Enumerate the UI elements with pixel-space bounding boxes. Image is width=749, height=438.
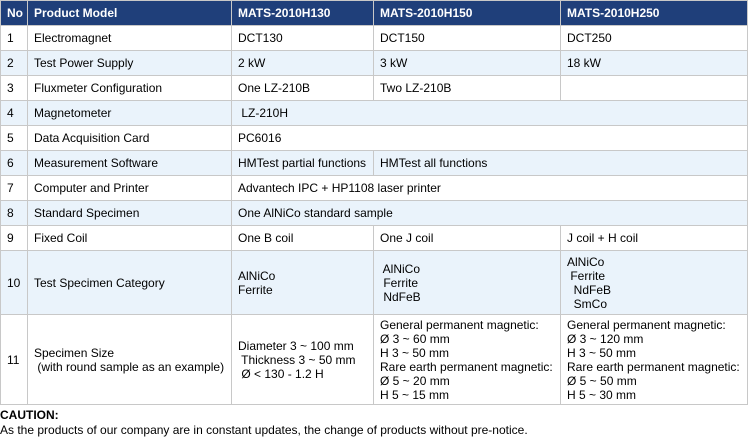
header-product-model: Product Model xyxy=(28,1,232,26)
cell-all-models: LZ-210H xyxy=(232,101,748,126)
table-row xyxy=(1,51,748,76)
row-item: Data Acquisition Card xyxy=(28,126,232,151)
cell-h130: One LZ-210B xyxy=(232,76,374,101)
table-row xyxy=(1,201,748,226)
cell-h150: General permanent magnetic: Ø 3 ~ 60 mm H 3 ~ 50 mm Rare earth permanent magnetic: Ø 5 ~ 20 mm H 5 ~ 15 mm xyxy=(374,315,561,405)
row-number: 10 xyxy=(1,251,28,315)
caution-title: CAUTION: xyxy=(0,408,59,422)
table-row xyxy=(1,26,748,51)
caution-note xyxy=(0,408,528,438)
cell-h250: DCT250 xyxy=(561,26,748,51)
row-number: 5 xyxy=(1,126,28,151)
row-item: Test Specimen Category xyxy=(28,251,232,315)
row-item: Test Power Supply xyxy=(28,51,232,76)
cell-h150: 3 kW xyxy=(374,51,561,76)
cell-h250: AlNiCo Ferrite NdFeB SmCo xyxy=(561,251,748,315)
header-no: No xyxy=(1,1,28,26)
row-number: 9 xyxy=(1,226,28,251)
cell-h150: Two LZ-210B xyxy=(374,76,561,101)
cell-h150-h250: HMTest all functions xyxy=(374,151,748,176)
cell-h130: AlNiCo Ferrite xyxy=(232,251,374,315)
row-item: Specimen Size (with round sample as an example) xyxy=(28,315,232,405)
table-row xyxy=(1,315,748,405)
header-mats-2010h130: MATS-2010H130 xyxy=(232,1,374,26)
cell-all-models: PC6016 xyxy=(232,126,748,151)
row-number: 6 xyxy=(1,151,28,176)
cell-h130: 2 kW xyxy=(232,51,374,76)
cell-all-models: One AlNiCo standard sample xyxy=(232,201,748,226)
row-number: 3 xyxy=(1,76,28,101)
header-mats-2010h250: MATS-2010H250 xyxy=(561,1,748,26)
header-mats-2010h150: MATS-2010H150 xyxy=(374,1,561,26)
row-item: Fluxmeter Configuration xyxy=(28,76,232,101)
row-number: 8 xyxy=(1,201,28,226)
cell-h250: General permanent magnetic: Ø 3 ~ 120 mm H 3 ~ 50 mm Rare earth permanent magnetic: Ø 5 ~ 50 mm H 5 ~ 30 mm xyxy=(561,315,748,405)
table-row xyxy=(1,101,748,126)
row-item: Fixed Coil xyxy=(28,226,232,251)
cell-h150: AlNiCo Ferrite NdFeB xyxy=(374,251,561,315)
row-item: Measurement Software xyxy=(28,151,232,176)
cell-h150: DCT150 xyxy=(374,26,561,51)
row-item: Electromagnet xyxy=(28,26,232,51)
table-row xyxy=(1,151,748,176)
caution-text: As the products of our company are in constant updates, the change of products without pre-notice. xyxy=(0,423,528,437)
row-item: Standard Specimen xyxy=(28,201,232,226)
row-number: 4 xyxy=(1,101,28,126)
cell-h130: DCT130 xyxy=(232,26,374,51)
table-header-row xyxy=(1,1,748,26)
cell-h130: HMTest partial functions xyxy=(232,151,374,176)
table-row xyxy=(1,176,748,201)
cell-h130: Diameter 3 ~ 100 mm Thickness 3 ~ 50 mm Ø < 130 - 1.2 H xyxy=(232,315,374,405)
table-row xyxy=(1,126,748,151)
cell-h250 xyxy=(561,76,748,101)
cell-h250: J coil + H coil xyxy=(561,226,748,251)
cell-h250: 18 kW xyxy=(561,51,748,76)
table-row xyxy=(1,76,748,101)
row-item: Magnetometer xyxy=(28,101,232,126)
row-number: 7 xyxy=(1,176,28,201)
cell-h150: One J coil xyxy=(374,226,561,251)
cell-all-models: Advantech IPC + HP1108 laser printer xyxy=(232,176,748,201)
table-row xyxy=(1,226,748,251)
table-row xyxy=(1,251,748,315)
row-item: Computer and Printer xyxy=(28,176,232,201)
row-number: 1 xyxy=(1,26,28,51)
row-number: 2 xyxy=(1,51,28,76)
cell-h130: One B coil xyxy=(232,226,374,251)
row-number: 11 xyxy=(1,315,28,405)
